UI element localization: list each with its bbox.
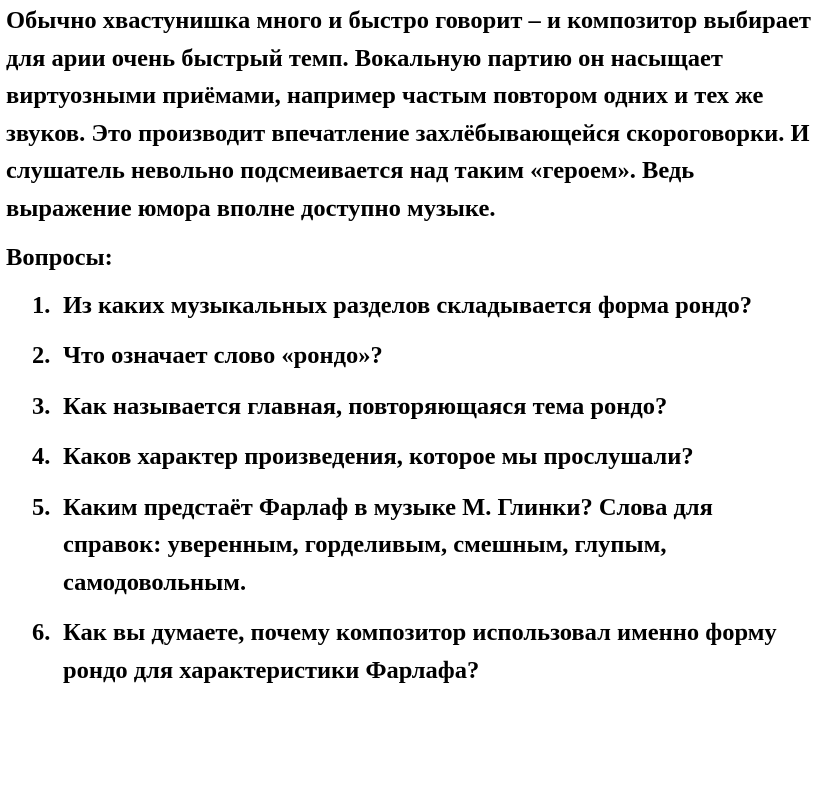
question-item-1: [6, 287, 812, 325]
question-item-6: [6, 614, 812, 689]
question-item-4: [6, 438, 812, 476]
questions-heading: Вопросы:: [6, 244, 113, 271]
question-text: Как называется главная, повторяющаяся тема рондо?: [63, 392, 668, 420]
intro-paragraph: Обычно хвастунишка много и быстро говорит – и композитор выбирает для арии очень быстрый темп. Вокальную партию он насыщает виртуозными приёмами, например частым повтором одних и тех же звуков. Это производит впечатление захлёбывающейся скороговорки. И слушатель невольно подсмеивается над таким «героем». Ведь выражение юмора вполне доступно музыке.: [6, 7, 811, 222]
question-number: 3.: [32, 392, 51, 420]
question-number: 1.: [32, 291, 51, 319]
question-item-3: [6, 388, 812, 426]
question-number: 2.: [32, 342, 51, 369]
question-number: 4.: [32, 443, 51, 470]
question-text: Из каких музыкальных разделов складывается форма рондо?: [63, 291, 753, 319]
question-text: Что означает слово «рондо»?: [63, 342, 383, 369]
question-number: 5.: [32, 493, 51, 521]
question-item-5: [6, 489, 812, 602]
questions-list: [6, 287, 812, 690]
question-text: Каким предстаёт Фарлаф в музыке М. Глинки? Слова для справок: уверенным, горделивым, смешным, глупым, самодовольным.: [63, 493, 713, 596]
question-text: Каков характер произведения, которое мы прослушали?: [63, 443, 694, 470]
question-text: Как вы думаете, почему композитор использовал именно форму рондо для характеристики Фарлафа?: [63, 619, 777, 684]
question-number: 6.: [32, 619, 51, 646]
question-item-2: [6, 337, 812, 375]
